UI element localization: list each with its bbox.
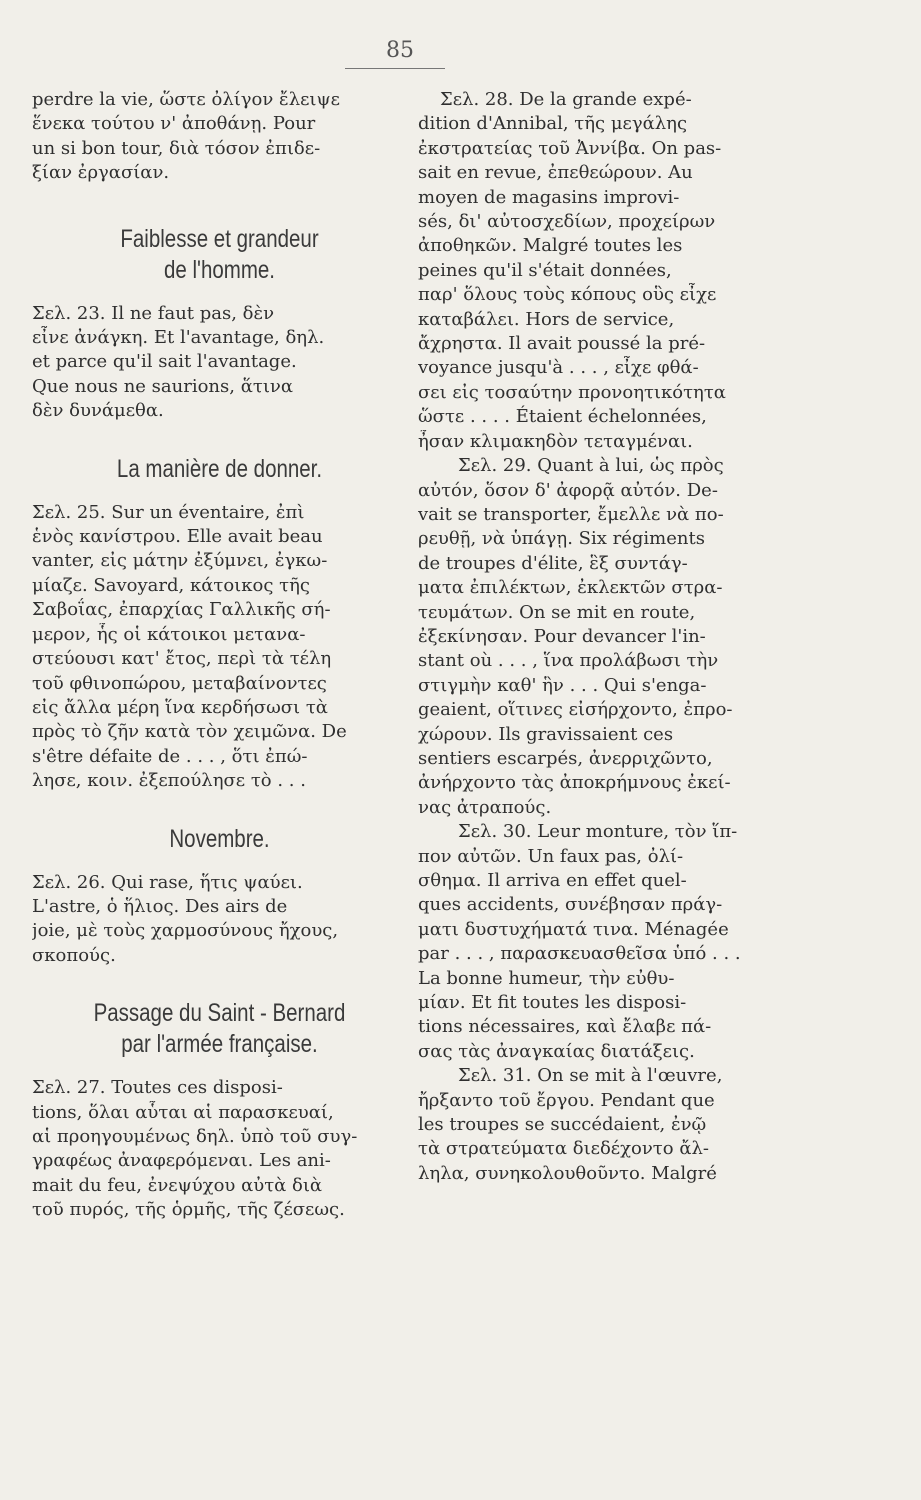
text-line: νας ἀτραπούς. xyxy=(418,796,552,818)
text-line: χώρουν. Ils gravissaient ces xyxy=(418,723,674,745)
text-line: σει εἰς τοσαύτην προνοητικότητα xyxy=(418,381,726,403)
text-line: Σελ. 23. Il ne faut pas, δὲν xyxy=(32,302,275,324)
text-line: ξίαν ἐργασίαν. xyxy=(32,162,170,184)
text-line: Σελ. 27. Toutes ces disposi- xyxy=(32,1077,283,1099)
text-line: αἱ προηγουμένως δηλ. ὑπὸ τοῦ συγ- xyxy=(32,1125,358,1147)
text-line: La bonne humeur, τὴν εὐθυ- xyxy=(418,967,675,989)
text-line: Σελ. 29. Quant à lui, ὡς πρὸς xyxy=(458,455,724,477)
text-line: sait en revue, ἐπεθεώρουν. Au xyxy=(418,162,693,184)
text-line: joie, μὲ τοὺς χαρμοσύνους ἤχους, xyxy=(32,920,339,942)
section-heading xyxy=(66,224,374,286)
section-paragraph xyxy=(418,1064,798,1186)
text-line: τοῦ φθινοπώρου, μεταβαίνοντες xyxy=(32,672,327,694)
text-line: voyance jusqu'à . . . , εἶχε φθά- xyxy=(418,357,699,379)
text-line: ματι δυστυχήματά τινα. Ménagée xyxy=(418,918,729,940)
text-line: τευμάτων. On se mit en route, xyxy=(418,601,696,623)
text-line: γραφέως ἀναφερόμεναι. Les ani- xyxy=(32,1150,331,1172)
text-line: par . . . , παρασκευασθεῖσα ὑπό . . . xyxy=(418,943,741,965)
heading-line: Novembre. xyxy=(169,824,270,853)
page-number: 85 xyxy=(386,38,414,63)
section-paragraph xyxy=(32,501,407,794)
text-line: πρὸς τὸ ζῆν κατὰ τὸν χειμῶνα. De xyxy=(32,721,347,743)
text-line: μίαζε. Savoyard, κάτοικος τῆς xyxy=(32,574,310,596)
text-line: σκοπούς. xyxy=(32,944,116,966)
text-line: Σελ. 26. Qui rase, ἥτις ψαύει. xyxy=(32,871,303,893)
text-line: vanter, εἰς μάτην ἐξύμνει, ἐγκω- xyxy=(32,550,328,572)
right-column xyxy=(418,88,798,1186)
text-line: ὥστε . . . . Étaient échelonnées, xyxy=(418,406,707,428)
text-line: τὰ στρατεύματα διεδέχοντο ἄλ- xyxy=(418,1138,709,1160)
text-line: ἤρξαντο τοῦ ἔργου. Pendant que xyxy=(418,1089,715,1111)
text-line: les troupes se succédaient, ἐνῷ xyxy=(418,1114,707,1136)
text-line: παρ' ὅλους τοὺς κόπους οὓς εἶχε xyxy=(418,284,717,306)
text-line: ἀνήρχοντο τὰς ἀποκρήμνους ἐκεί- xyxy=(418,772,731,794)
text-line: ληλα, συνηκολουθοῦντο. Malgré xyxy=(418,1162,717,1184)
text-line: L'astre, ὁ ἥλιος. Des airs de xyxy=(32,895,288,917)
continuation-paragraph xyxy=(32,88,407,186)
section-heading xyxy=(66,454,374,485)
text-line: geaient, οἵτινες εἰσήρχοντο, ἐπρο- xyxy=(418,699,733,721)
section-paragraph xyxy=(32,871,407,969)
heading-line: par l'armée française. xyxy=(121,1030,318,1059)
text-line: ρευθῇ, νὰ ὑπάγῃ. Six régiments xyxy=(418,528,705,550)
left-column xyxy=(32,88,407,1223)
text-line: dition d'Annibal, τῆς μεγάλης xyxy=(418,113,688,135)
text-line: σας τὰς ἀναγκαίας διατάξεις. xyxy=(418,1040,695,1062)
text-line: Σελ. 30. Leur monture, τὸν ἵπ- xyxy=(458,821,738,843)
text-line: vait se transporter, ἔμελλε νὰ πο- xyxy=(418,503,724,525)
text-line: μίαν. Et fit toutes les disposi- xyxy=(418,992,687,1014)
text-line: στιγμὴν καθ' ἣν . . . Qui s'enga- xyxy=(418,674,707,696)
section-paragraph xyxy=(418,820,798,1064)
text-line: σθημα. Il arriva en effet quel- xyxy=(418,870,687,891)
text-line: ἄχρηστα. Il avait poussé la pré- xyxy=(418,333,706,355)
text-line: peines qu'il s'était données, xyxy=(418,259,672,281)
heading-line: Faiblesse et grandeur xyxy=(120,224,319,253)
text-line: στεύουσι κατ' ἔτος, περὶ τὰ τέλη xyxy=(32,648,332,670)
text-line: ἀποθηκῶν. Malgré toutes les xyxy=(418,235,683,257)
text-line: τοῦ πυρός, τῆς ὁρμῆς, τῆς ζέσεως. xyxy=(32,1199,345,1221)
section-paragraph xyxy=(418,88,798,454)
text-line: stant où . . . , ἵνα προλάβωσι τὴν xyxy=(418,650,719,672)
text-line: ἑνὸς κανίστρου. Elle avait beau xyxy=(32,526,323,548)
text-line: sés, δι' αὐτοσχεδίων, προχείρων xyxy=(418,211,716,233)
text-line: Σελ. 31. On se mit à l'œuvre, xyxy=(458,1065,723,1087)
text-line: mait du feu, ἐνεψύχου αὐτὰ διὰ xyxy=(32,1174,323,1196)
text-line: μερον, ἧς οἱ κάτοικοι μετανα- xyxy=(32,623,306,645)
text-line: moyen de magasins improvi- xyxy=(418,186,680,208)
text-line: ματα ἐπιλέκτων, ἐκλεκτῶν στρα- xyxy=(418,577,723,599)
text-line: εἶνε ἀνάγκη. Et l'avantage, δηλ. xyxy=(32,327,325,349)
section-heading xyxy=(66,998,374,1060)
heading-line: Passage du Saint - Bernard xyxy=(93,999,346,1028)
text-line: πον αὐτῶν. Un faux pas, ὀλί- xyxy=(418,845,684,867)
text-line: καταβάλει. Hors de service, xyxy=(418,308,675,330)
page-rule xyxy=(345,68,445,69)
text-line: Σελ. 28. De la grande expé- xyxy=(440,89,692,110)
text-line: λησε, κοιν. ἐξεπούλησε τὸ . . . xyxy=(32,770,306,792)
text-line: δὲν δυνάμεθα. xyxy=(32,400,164,422)
text-line: ἕνεκα τούτου ν' ἀποθάνῃ. Pour xyxy=(32,113,316,135)
text-line: tions, ὅλαι αὗται αἱ παρασκευαί, xyxy=(32,1101,334,1123)
text-line: et parce qu'il sait l'avantage. xyxy=(32,351,297,373)
text-line: tions nécessaires, καὶ ἔλαβε πά- xyxy=(418,1016,712,1038)
section-heading xyxy=(66,824,374,855)
text-line: ques accidents, συνέβησαν πράγ- xyxy=(418,894,723,916)
text-line: ἐκστρατείας τοῦ Ἀννίβα. On pas- xyxy=(418,137,722,159)
text-line: de troupes d'élite, ἓξ συντάγ- xyxy=(418,552,688,574)
text-line: ἦσαν κλιμακηδὸν τεταγμέναι. xyxy=(418,430,693,452)
text-line: Σελ. 25. Sur un éventaire, ἐπὶ xyxy=(32,501,305,523)
text-line: perdre la vie, ὥστε ὀλίγον ἔλειψε xyxy=(32,89,340,110)
heading-line: La manière de donner. xyxy=(116,454,323,483)
text-line: Σαβοΐας, ἐπαρχίας Γαλλικῆς σή- xyxy=(32,599,331,621)
text-line: sentiers escarpés, ἀνερριχῶντο, xyxy=(418,747,713,769)
text-line: εἰς ἄλλα μέρη ἵνα κερδήσωσι τὰ xyxy=(32,696,328,718)
text-line: ἐξεκίνησαν. Pour devancer l'in- xyxy=(418,625,706,647)
text-line: s'être défaite de . . . , ὅτι ἐπώ- xyxy=(32,745,308,767)
section-paragraph xyxy=(32,302,407,424)
text-line: Que nous ne saurions, ἅτινα xyxy=(32,375,293,397)
section-paragraph xyxy=(418,454,798,820)
section-paragraph xyxy=(32,1076,407,1222)
heading-line: de l'homme. xyxy=(163,255,276,284)
text-line: αὐτόν, ὅσον δ' ἀφορᾷ αὐτόν. De- xyxy=(418,479,718,501)
text-line: un si bon tour, διὰ τόσον ἐπιδε- xyxy=(32,137,321,159)
